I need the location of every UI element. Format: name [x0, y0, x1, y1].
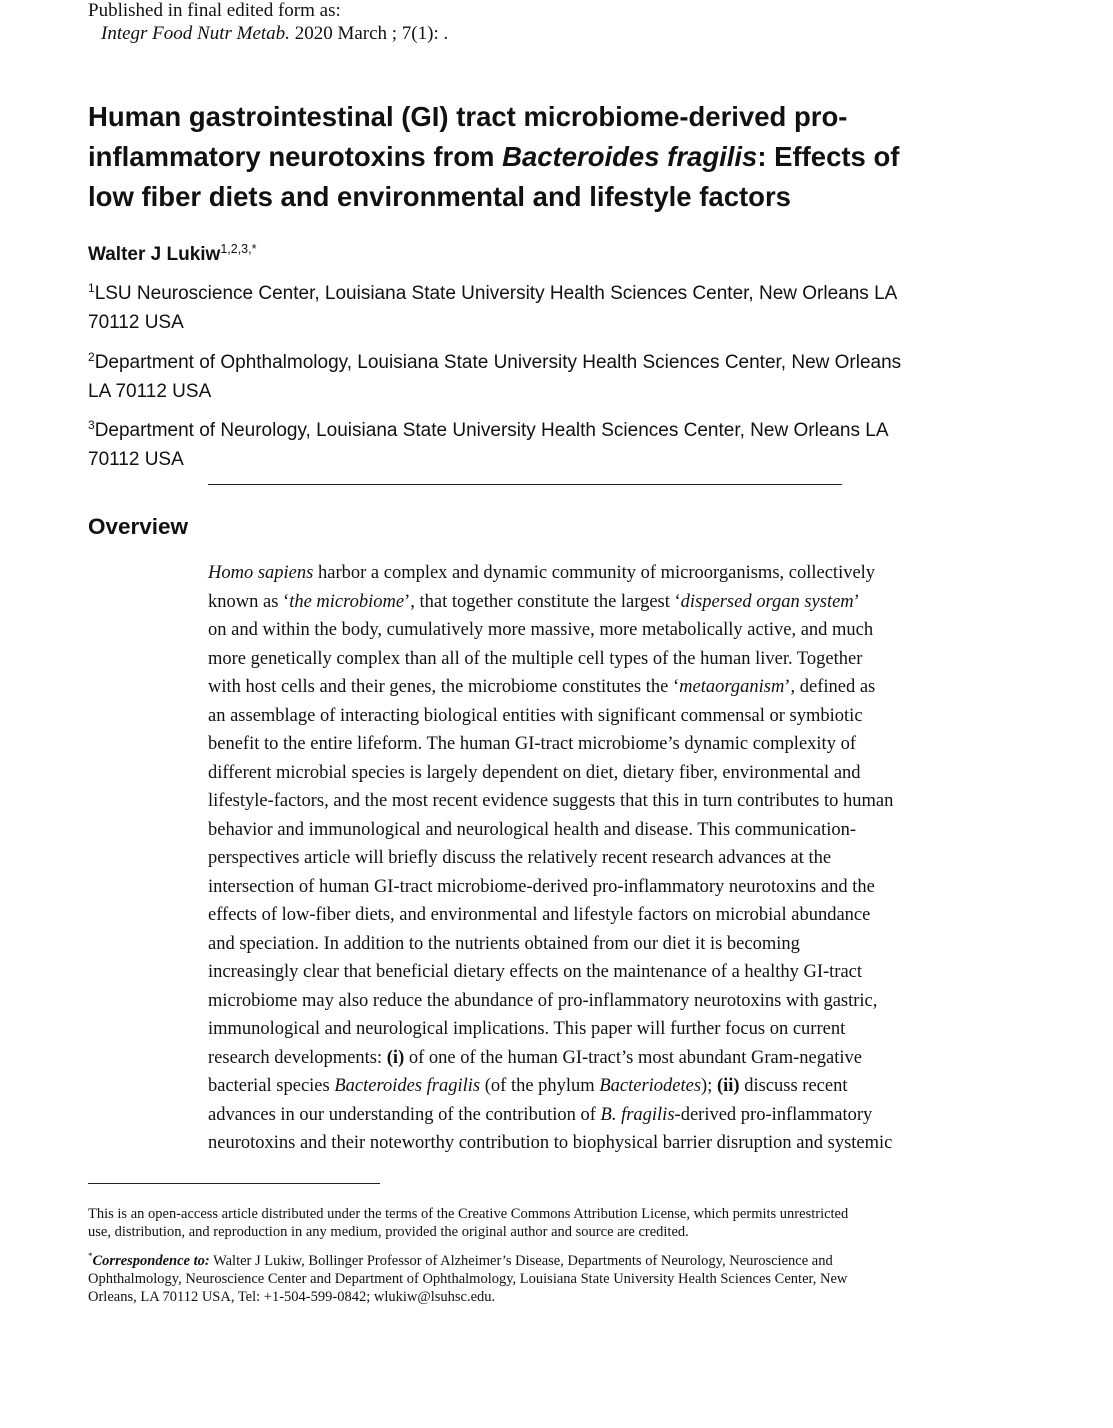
phylum-bacteriodetes: Bacteriodetes — [599, 1076, 702, 1096]
affiliation-3 — [88, 411, 988, 474]
abstract-line-2 — [208, 588, 998, 617]
title-line-1: Human gastrointestinal (GI) tract microbiome-derived pro- — [88, 101, 848, 132]
abstract-line-3: on and within the body, cumulatively more massive, more metabolically active, and much — [208, 620, 874, 640]
affiliation-3-line-1 — [88, 411, 988, 445]
abstract-line-12: intersection of human GI-tract microbiome-derived pro-inflammatory neurotoxins and the — [208, 876, 875, 897]
species-homo-sapiens: Homo sapiens — [208, 563, 314, 583]
abstract-line-5-text-a: with host cells and their genes, the microbiome constitutes the ‘ — [208, 677, 680, 697]
point-marker-ii: (ii) — [716, 1076, 740, 1096]
abstract-line-19-text-a: bacterial species — [208, 1076, 335, 1096]
title-line-3: low fiber diets and environmental and lifestyle factors — [88, 181, 791, 212]
affiliation-1 — [88, 274, 988, 337]
abstract-line-7: benefit to the entire lifeform. The human GI-tract microbiome’s dynamic complexity of — [208, 734, 856, 754]
license-line-1: This is an open-access article distributed under the terms of the Creative Commons Attribution License, which permits unrestricted — [88, 1206, 849, 1222]
title-line-2 — [88, 137, 1038, 177]
abstract-line-19-text-b: (of the phylum — [480, 1076, 600, 1096]
correspondence-line-1 — [88, 1247, 988, 1270]
term-metaorganism: metaorganism — [679, 677, 785, 697]
abstract-line-19-text-c: ); — [701, 1076, 717, 1096]
journal-citation — [101, 23, 448, 45]
affiliation-1-number: 1 — [88, 281, 95, 295]
affiliation-3-text: Department of Neurology, Louisiana State University Health Sciences Center, New Orleans LA — [94, 420, 889, 441]
section-divider — [208, 484, 842, 485]
abstract-line-5-text-b: ’, defined as — [784, 677, 876, 697]
abstract-line-9: lifestyle-factors, and the most recent evidence suggests that this in turn contributes to human — [208, 791, 894, 811]
license-line-2: use, distribution, and reproduction in any medium, provided the original author and source are credited. — [88, 1224, 689, 1240]
published-label: Published in final edited form as: — [88, 0, 341, 21]
title-line-2-end: : Effects of — [757, 141, 900, 172]
term-the-microbiome: the microbiome — [289, 591, 405, 612]
correspondence-line-1-text: Walter J Lukiw, Bollinger Professor of Alzheimer’s Disease, Departments of Neurology, Neuroscience and — [209, 1253, 833, 1269]
author-name: Walter J Lukiw — [88, 244, 221, 265]
abstract-line-16: microbiome may also reduce the abundance of pro-inflammatory neurotoxins with gastric, — [208, 990, 878, 1011]
abstract-line-18-text-a: research developments: — [208, 1047, 387, 1068]
correspondence-line-2: Ophthalmology, Neuroscience Center and Department of Ophthalmology, Louisiana State University Health Sciences Center, New — [88, 1271, 848, 1287]
abstract-line-21: neurotoxins and their noteworthy contribution to biophysical barrier disruption and systemic — [208, 1133, 893, 1153]
affiliation-2-number: 2 — [88, 350, 95, 364]
affiliation-2 — [88, 343, 988, 406]
affiliation-1-line-1 — [88, 274, 988, 308]
overview-heading: Overview — [88, 514, 189, 539]
abstract-line-20 — [208, 1101, 998, 1130]
license-footnote — [88, 1205, 988, 1241]
abstract-line-18 — [208, 1044, 998, 1073]
abstract-line-18-text-b: of one of the human GI-tract’s most abundant Gram-negative — [404, 1047, 862, 1068]
affiliation-2-line-2: LA 70112 USA — [88, 381, 212, 402]
abstract-line-20-text-a: advances in our understanding of the contribution of — [208, 1104, 601, 1125]
author-affiliation-marks: 1,2,3,* — [220, 242, 257, 256]
author-line — [88, 242, 256, 266]
abstract-line-8: different microbial species is largely dependent on diet, dietary fiber, environmental and — [208, 762, 861, 783]
abstract-line-2-text-c: ’ — [853, 591, 860, 612]
article-title — [88, 97, 1038, 217]
affiliation-1-text: LSU Neuroscience Center, Louisiana State University Health Sciences Center, New Orleans LA — [94, 283, 898, 304]
correspondence-footnote — [88, 1247, 988, 1306]
affiliation-3-number: 3 — [88, 418, 95, 432]
correspondence-label: Correspondence to: — [92, 1253, 210, 1269]
abstract-line-6: an assemblage of interacting biological entities with significant commensal or symbiotic — [208, 705, 863, 726]
overview-abstract — [208, 559, 998, 1158]
abstract-line-4: more genetically complex than all of the multiple cell types of the human liver. Together — [208, 648, 863, 669]
correspondence-mark: * — [88, 1251, 93, 1261]
footnote-divider — [88, 1183, 380, 1184]
affiliation-2-line-1 — [88, 343, 988, 377]
abstract-line-5 — [208, 673, 998, 702]
abstract-line-10: behavior and immunological and neurological health and disease. This communication- — [208, 819, 857, 840]
abstract-line-2-text-a: known as ‘ — [208, 591, 290, 612]
correspondence-line-3: Orleans, LA 70112 USA, Tel: +1-504-599-0842; wlukiw@lsuhsc.edu. — [88, 1289, 496, 1305]
journal-name: Integr Food Nutr Metab. — [101, 23, 290, 44]
affiliation-3-line-2: 70112 USA — [88, 449, 184, 470]
abstract-line-2-text-b: ’, that together constitute the largest ‘ — [404, 591, 681, 612]
abstract-line-17: immunological and neurological implications. This paper will further focus on current — [208, 1019, 846, 1039]
term-dispersed-organ-system: dispersed organ system — [680, 591, 854, 612]
abstract-line-15: increasingly clear that beneficial dietary effects on the maintenance of a healthy GI-tract — [208, 962, 863, 982]
abstract-line-19 — [208, 1072, 998, 1101]
abstract-line-20-text-b: -derived pro-inflammatory — [674, 1104, 873, 1125]
abstract-line-1-text: harbor a complex and dynamic community of microorganisms, collectively — [313, 563, 876, 583]
abstract-line-13: effects of low-fiber diets, and environmental and lifestyle factors on microbial abundance — [208, 905, 871, 925]
affiliation-1-line-2: 70112 USA — [88, 312, 184, 333]
abstract-line-14: and speciation. In addition to the nutrients obtained from our diet it is becoming — [208, 933, 800, 954]
species-b-fragilis: B. fragilis — [600, 1104, 675, 1125]
title-species-name: Bacteroides fragilis — [502, 141, 758, 172]
abstract-line-1 — [208, 559, 998, 588]
affiliation-2-text: Department of Ophthalmology, Louisiana State University Health Sciences Center, New Orleans — [94, 352, 902, 373]
abstract-line-11: perspectives article will briefly discuss the relatively recent research advances at the — [208, 848, 832, 868]
species-bacteroides-fragilis: Bacteroides fragilis — [334, 1076, 481, 1096]
abstract-line-19-text-d: discuss recent — [739, 1076, 848, 1096]
title-line-2-start: inflammatory neurotoxins from — [88, 141, 503, 172]
citation-details: 2020 March ; 7(1): . — [294, 23, 449, 44]
point-marker-i: (i) — [386, 1047, 405, 1068]
